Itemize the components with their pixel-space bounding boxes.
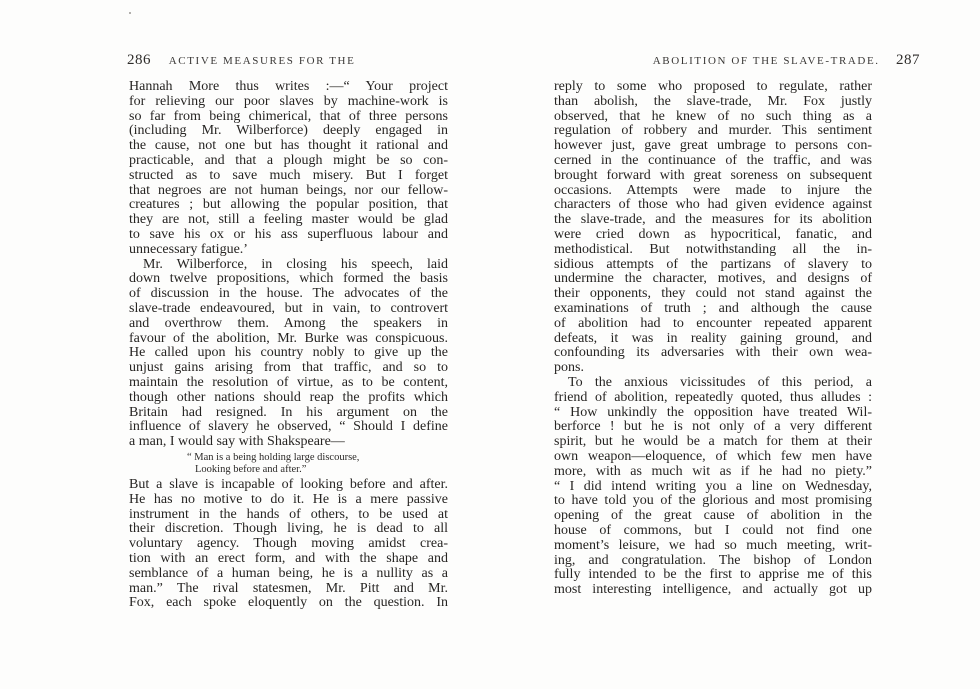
text-line: more, with as much wit as if he had no piety.”	[554, 463, 872, 479]
left-body-text	[129, 80, 448, 611]
text-line: reply to some who proposed to regulate, rather	[554, 79, 872, 94]
right-running-head	[594, 52, 920, 69]
text-line: favour of the abolition, Mr. Burke was conspicuous.	[129, 330, 448, 346]
text-line: most interesting intelligence, and actually got up	[554, 582, 872, 598]
text-line: spirit, but he would be a match for them at their	[554, 434, 872, 450]
text-line: their opponents, they could not stand against the	[554, 286, 872, 302]
text-line: observed, that he knew of no such thing as a	[554, 108, 872, 124]
text-line: than abolish, the slave-trade, Mr. Fox justly	[554, 93, 872, 109]
text-line: Mr. Wilberforce, in closing his speech, laid	[143, 256, 448, 272]
text-line: to save his ox or his ass superfluous labour and	[129, 226, 448, 242]
text-line: He has no motive to do it. He is a mere passive	[129, 491, 448, 507]
text-line: though other nations should reap the profits which	[129, 389, 448, 405]
text-line: so far from being chimerical, that of three persons	[129, 108, 448, 124]
text-line: friend of abolition, repeatedly quoted, thus alludes :	[554, 389, 872, 405]
text-line: to have told you of the glorious and most promising	[554, 493, 872, 509]
text-line: opening of the great cause of abolition in the	[554, 508, 872, 524]
text-line: and overthrow them. Among the speakers in	[129, 315, 448, 331]
verse-quote-line: Looking before and after.”	[195, 463, 307, 475]
left-running-head-title: ACTIVE MEASURES FOR THE	[168, 55, 356, 67]
text-line: tion with an erect form, and with the shape and	[129, 550, 448, 566]
text-line: ing, and congratulation. The bishop of London	[554, 552, 872, 568]
text-line: sidious attempts of the partizans of slavery to	[554, 256, 872, 272]
text-line: slave-trade endeavoured, but in vain, to controvert	[129, 300, 448, 316]
text-line: “ How unkindly the opposition have treated Wil-	[554, 404, 872, 420]
text-line: Britain had resigned. In his argument on the	[129, 404, 448, 420]
text-line: cerned in the continuance of the traffic, and was	[554, 152, 872, 168]
text-line: examinations of truth ; and although the cause	[554, 300, 872, 316]
text-line: moment’s leisure, we had so much meeting, writ-	[554, 537, 872, 553]
text-line: structed as to save much misery. But I forget	[129, 167, 448, 183]
text-line: confounding its adversaries with their own wea-	[554, 345, 872, 361]
text-line: that negroes are not human beings, nor our fellow-	[129, 182, 448, 198]
text-line: were cried down as hypocritical, fanatic, and	[554, 226, 872, 242]
text-line: house of commons, but I could not find one	[554, 522, 872, 538]
verse-quote-line: “ Man is a being holding large discourse,	[187, 451, 360, 463]
text-line: characters of those who had given evidence against	[554, 197, 872, 213]
text-line: occasions. Attempts were made to injure the	[554, 182, 872, 198]
text-line: for relieving our poor slaves by machine-work is	[129, 93, 448, 109]
right-running-head-title: ABOLITION OF THE SLAVE-TRADE.	[652, 55, 880, 67]
text-line: instrument in the hands of others, to be used at	[129, 506, 448, 522]
text-line: methodistical. But notwithstanding all the in-	[554, 241, 872, 257]
text-line: practicable, and that a plough might be so con-	[129, 152, 448, 168]
text-line: of abolition had to encounter repeated apparent	[554, 315, 872, 331]
text-line: brought forward with great soreness on subsequent	[554, 167, 872, 183]
text-line: voluntary agency. Though moving amidst crea-	[129, 536, 448, 552]
right-page-number: 287	[896, 52, 920, 68]
text-line: fully intended to be the first to apprise me of this	[554, 567, 872, 583]
text-line: But a slave is incapable of looking before and after.	[129, 476, 448, 492]
left-running-head	[127, 52, 457, 69]
text-line: regulation of robbery and murder. This sentiment	[554, 123, 872, 139]
text-line: creatures ; but allowing the popular position, that	[129, 197, 448, 213]
text-line: own weapon—eloquence, of which few men have	[554, 448, 872, 464]
text-line: they are not, still a feeling master would be glad	[129, 212, 448, 228]
text-line: down twelve propositions, which formed the basis	[129, 271, 448, 287]
left-page-number: 286	[127, 52, 151, 68]
text-line: unjust gains arising from that traffic, and so to	[129, 360, 448, 376]
text-line: unnecessary fatigue.’	[129, 241, 248, 257]
text-line: undermine the character, motives, and designs of	[554, 271, 872, 287]
right-page	[490, 0, 980, 689]
text-line: To the anxious vicissitudes of this period, a	[568, 374, 872, 390]
text-line: He called upon his country nobly to give up the	[129, 345, 448, 361]
text-line: man.” The rival statesmen, Mr. Pitt and Mr.	[129, 580, 448, 596]
text-line: Fox, each spoke eloquently on the question. In	[129, 595, 448, 611]
text-line: the slave-trade, and the measures for its abolition	[554, 212, 872, 228]
text-line: influence of slavery he observed, “ Should I define	[129, 419, 448, 435]
text-line: (including Mr. Wilberforce) deeply engaged in	[129, 123, 448, 139]
text-line: however just, gave great umbrage to persons con-	[554, 138, 872, 154]
text-line: Hannah More thus writes :—“ Your project	[129, 79, 448, 94]
text-line: the cause, not one but has thought it rational and	[129, 138, 448, 154]
text-line: maintain the resolution of virtue, as to be content,	[129, 374, 448, 390]
text-line: defeats, it was in reality gaining ground, and	[554, 330, 872, 346]
text-line: of discussion in the house. The advocates of the	[129, 286, 448, 302]
right-body-text	[554, 80, 872, 598]
text-line: berforce ! but he is not only of a very different	[554, 419, 872, 435]
text-line: “ I did intend writing you a line on Wednesday,	[554, 478, 872, 494]
text-line: a man, I would say with Shakspeare—	[129, 434, 345, 450]
text-line: pons.	[554, 360, 584, 376]
text-line: their discretion. Though living, he is dead to all	[129, 521, 448, 537]
text-line: semblance of a human being, he is a nullity as a	[129, 565, 448, 581]
